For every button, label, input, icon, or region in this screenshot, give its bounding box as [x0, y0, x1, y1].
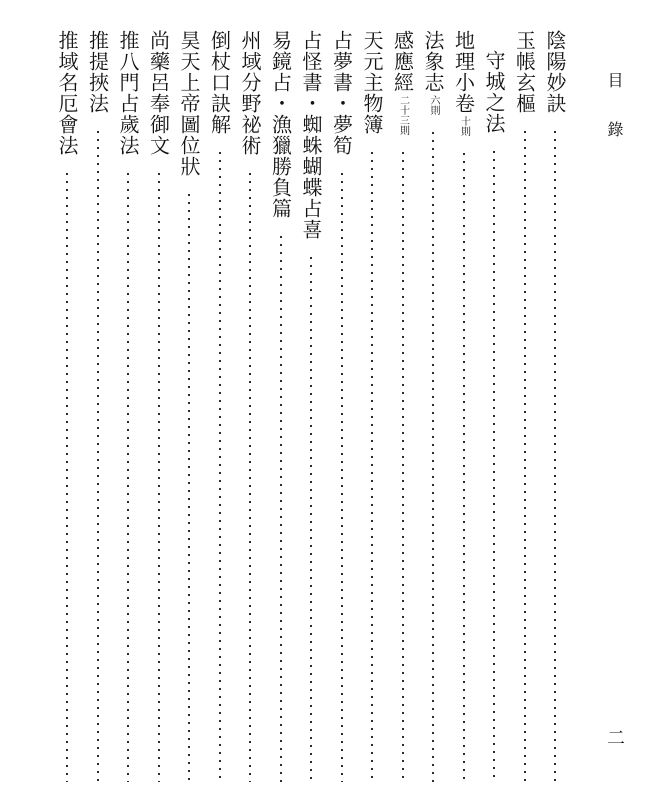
toc-entry [205, 30, 235, 782]
toc-entry [449, 30, 479, 782]
dot-leader [341, 170, 343, 782]
dot-leader [493, 148, 495, 782]
toc-entry [235, 30, 265, 782]
dot-leader [554, 128, 556, 782]
dot-leader [66, 170, 68, 782]
dot-leader [188, 191, 190, 782]
toc-entry [113, 30, 143, 782]
toc-entry [418, 30, 448, 782]
toc-entry-title: 天元主物簿 [360, 30, 384, 135]
toc-entry [357, 30, 387, 782]
dot-leader [432, 129, 434, 782]
toc-entry-title: 陰陽妙訣 [543, 30, 567, 114]
toc-entry-note: 十則 [458, 116, 470, 136]
toc-entry-title: 倒杖口訣解 [207, 30, 232, 135]
toc-entry-title: 占怪書・蜘蛛蝴蝶占喜 [299, 30, 323, 240]
toc-entry-title: 推提挾法 [85, 30, 110, 114]
toc-entry-title: 尚藥呂奉御文 [146, 30, 171, 156]
toc-entry [510, 30, 540, 782]
toc-entry [479, 30, 509, 782]
toc-entry-title: 推八門占歲法 [116, 30, 140, 156]
toc-entry [144, 30, 174, 782]
toc-entry [174, 30, 204, 782]
toc-entry-title: 昊天上帝圖位狀 [177, 30, 201, 177]
toc-entry [327, 30, 357, 782]
dot-leader [402, 149, 404, 782]
dot-leader [280, 233, 282, 782]
dot-leader [524, 128, 526, 782]
dot-leader [371, 149, 373, 782]
dot-leader [219, 149, 221, 782]
toc-entry-title: 地理小卷 [451, 30, 476, 114]
toc-entry-title: 易鏡占・漁獵勝負篇 [268, 30, 293, 219]
dot-leader [127, 170, 129, 782]
dot-leader [158, 170, 160, 782]
toc-entry [388, 30, 418, 782]
toc-entry-title: 州域分野祕術 [238, 30, 262, 156]
page-number: 二 [604, 728, 625, 746]
toc-entry-note: 二十三則 [397, 95, 409, 135]
toc-entry [266, 30, 296, 782]
toc-entry-title: 感應經 [390, 30, 415, 93]
toc-entry-title: 法象志 [421, 30, 445, 93]
toc-entry-title: 玉帳玄樞 [512, 30, 537, 114]
dot-leader [249, 170, 251, 782]
toc-heading: 目 錄 [605, 72, 624, 152]
toc-entry [540, 30, 570, 782]
toc-entry-note: 六則 [428, 95, 439, 115]
toc-entry-title: 守城之法 [482, 50, 506, 134]
dot-leader [463, 150, 465, 782]
dot-leader [310, 254, 312, 782]
toc-entry [83, 30, 113, 782]
toc-entry [52, 30, 82, 782]
toc-entry-title: 推域名厄會法 [55, 30, 79, 156]
dot-leader [97, 128, 99, 782]
toc-entry-title: 占夢書・夢筍 [329, 30, 354, 156]
toc-entry [296, 30, 326, 782]
